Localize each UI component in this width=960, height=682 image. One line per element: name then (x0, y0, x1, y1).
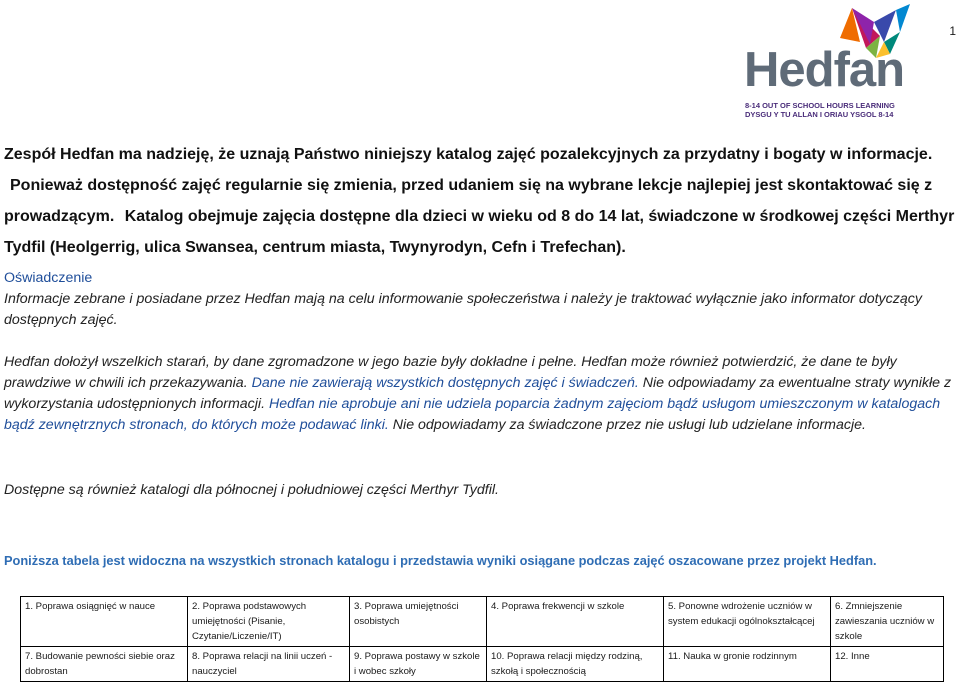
outcome-cell: 11. Nauka w gronie rodzinnym (664, 647, 831, 682)
accuracy-s4: Hedfan nie aprobuje ani nie udziela poparcia żadnym zajęciom bądź usługom umieszczonym w katalogach bądź zewnętrznych stronach, do których może podawać linki. (4, 396, 941, 433)
outcome-cell: 2. Poprawa podstawowych umiejętności (Pisanie, Czytanie/Liczenie/IT) (188, 597, 350, 647)
outcome-cell: 12. Inne (831, 647, 944, 682)
intro-part1: Zespół Hedfan ma nadzieję, że uznają Państwo niniejszy katalog zajęć pozalekcyjnych za przydatny i bogaty w informacje. (4, 146, 933, 163)
intro-paragraph (4, 139, 960, 263)
hedfan-logo (742, 2, 922, 126)
table-note: Poniższa tabela jest widoczna na wszystkich stronach katalogu i przedstawia wyniki osiągane podczas zajęć oszacowane przez projekt Hedfan. (4, 553, 877, 568)
disclaimer-text: Informacje zebrane i posiadane przez Hedfan mają na celu informowanie społeczeństwa i należy je traktować wyłącznie jako informator dotyczący dostępnych zajęć. (4, 291, 922, 328)
logo-tagline-en: 8-14 OUT OF SCHOOL HOURS LEARNING (745, 101, 895, 110)
logo-tagline-cy: DYSGU Y TU ALLAN I ORIAU YSGOL 8-14 (745, 110, 894, 119)
accuracy-s3: Nie odpowiadamy za ewentualne straty wynikłe z wykorzystania udostępnionych informacji. (4, 375, 952, 412)
intro-part3: Katalog obejmuje zajęcia dostępne dla dzieci w wieku od 8 do 14 lat, świadczone w środkowej części Merthyr Tydfil (Heolgerrig, ulica Swansea, centrum miasta, Twynyrodyn, Cefn i Trefechan). (4, 208, 955, 256)
table-row (21, 647, 944, 682)
other-catalogues: Dostępne są również katalogi dla północnej i południowej części Merthyr Tydfil. (4, 482, 499, 498)
outcome-cell: 1. Poprawa osiągnięć w nauce (21, 597, 188, 647)
outcome-cell: 6. Zmniejszenie zawieszania uczniów w szkole (831, 597, 944, 647)
disclaimer-heading: Oświadczenie (4, 270, 93, 286)
outcome-cell: 7. Budowanie pewności siebie oraz dobrostan (21, 647, 188, 682)
logo-wordmark: Hedfan (744, 43, 905, 97)
outcome-cell: 10. Poprawa relacji między rodziną, szkołą i społecznością (487, 647, 664, 682)
outcome-cell: 4. Poprawa frekwencji w szkole (487, 597, 664, 647)
outcome-cell: 5. Ponowne wdrożenie uczniów w system edukacji ogólnokształcącej (664, 597, 831, 647)
outcomes-table (20, 596, 944, 682)
accuracy-paragraph (4, 352, 960, 436)
outcome-cell: 3. Poprawa umiejętności osobistych (350, 597, 487, 647)
intro-part2: Ponieważ dostępność zajęć regularnie się zmienia, przed udaniem się na wybrane lekcje najlepiej jest skontaktować się z prowadzącym. (4, 177, 933, 225)
outcome-cell: 8. Poprawa relacji na linii uczeń - nauczyciel (188, 647, 350, 682)
table-row (21, 597, 944, 647)
outcome-cell: 9. Poprawa postawy w szkole i wobec szkoły (350, 647, 487, 682)
accuracy-s5: Nie odpowiadamy za świadczone przez nie usługi lub udzielane informacje. (392, 417, 866, 433)
disclaimer-section (4, 268, 960, 331)
accuracy-s2: Dane nie zawierają wszystkich dostępnych zajęć i świadczeń. (251, 375, 639, 391)
accuracy-s1: Hedfan dołożył wszelkich starań, by dane zgromadzone w jego bazie były dokładne i pełne. Hedfan może również potwierdzić, że dane te były prawdziwe w chwili ich przekazywania. (4, 354, 897, 391)
page-number: 1 (949, 24, 956, 38)
